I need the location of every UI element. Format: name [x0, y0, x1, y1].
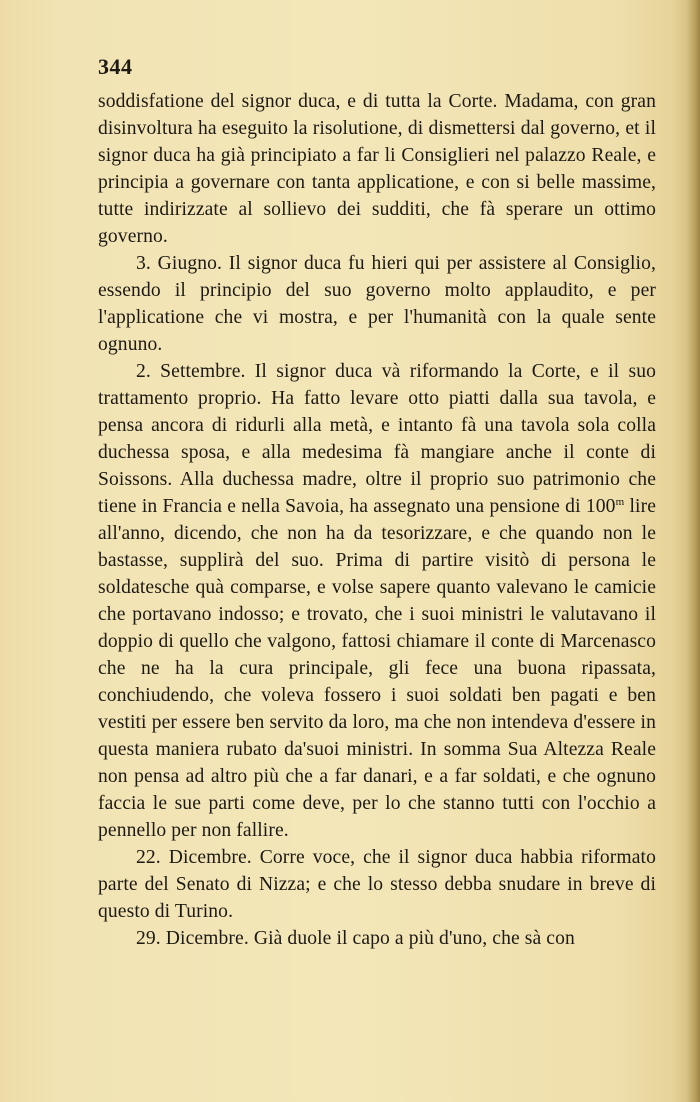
- page-edge-shadow: [686, 0, 700, 1102]
- paragraph-3-giugno: 3. Giugno. Il signor duca fu hieri qui per assistere al Consiglio, essendo il principio del suo governo molto applaudito, e per l'applicatione che vi mostra, e per l'humanità con la quale sente ognuno.: [98, 253, 656, 355]
- paragraph-2-settembre-part-1: 2. Settembre. Il signor duca và riformando la Corte, e il suo trattamento proprio. Ha fatto levare otto piatti dalla sua tavola, e pensa ancora di ridurli alla metà, e intanto fà una tavola sola colla duchessa sposa, e alla medesima fà mangiare anche il conte di Soissons. Alla duchessa madre, oltre il proprio suo patrimonio che tiene in Francia e nella Savoia, ha assegnato una pensione di 100: [98, 361, 656, 517]
- paragraph-22-dicembre: 22. Dicembre. Corre voce, che il signor duca habbia riformato parte del Senato di Nizza; e che lo stesso debba snudare in breve di questo di Turino.: [98, 847, 656, 922]
- page-number: 344: [98, 54, 133, 79]
- text-block: [98, 88, 656, 952]
- paragraph-2-settembre-part-2: lire all'anno, dicendo, che non ha da tesorizzare, e che quando non le bastasse, supplirà del suo. Prima di partire visitò di persona le soldatesche quà comparse, e volse sapere quanto valevano le camicie che portavano indosso; e trovato, che i suoi ministri le valutavano il doppio di quello che valgono, fattosi chiamare il conte di Marcenasco che ne ha la cura principale, gli fece una buona ripassata, conchiudendo, che voleva fossero i suoi soldati ben pagati e ben vestiti per essere ben servito da loro, ma che non intendeva d'essere in questa maniera rubato da'suoi ministri. In somma Sua Altezza Reale non pensa ad altro più che a far danari, e a far soldati, e che ognuno faccia le sue parti come deve, per lo che stanno tutti con l'occhio a pennello per non fallire.: [98, 496, 656, 841]
- superscript-m: m: [615, 496, 625, 508]
- paragraph-2-settembre: [98, 358, 656, 844]
- paragraph-continued: soddisfatione del signor duca, e di tutta la Corte. Madama, con gran disinvoltura ha eseguito la risolutione, di dismettersi dal governo, et il signor duca ha già principiato a far li Consiglieri nel palazzo Reale, e principia a governare con tanta applicatione, e con si belle massime, tutte indirizzate al sollievo dei sudditi, che fà sperare un ottimo governo.: [98, 91, 656, 247]
- paragraph-29-dicembre: 29. Dicembre. Già duole il capo a più d'uno, che sà con: [136, 928, 575, 949]
